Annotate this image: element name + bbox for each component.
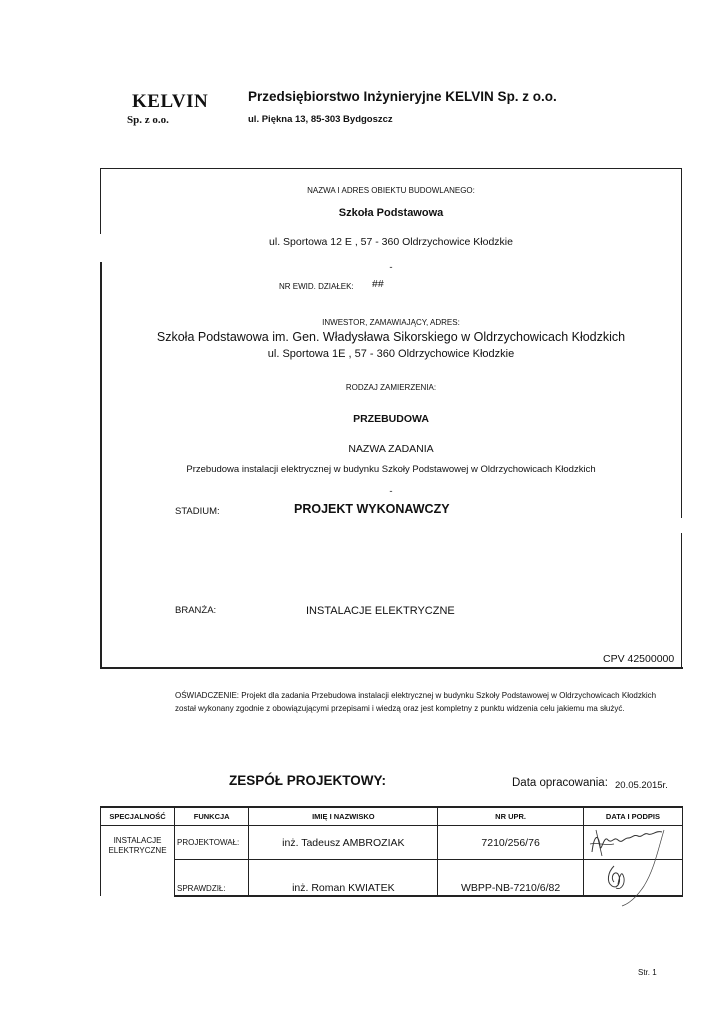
signature-cell [583,860,682,897]
investor-address: ul. Sportowa 1E , 57 - 360 Oldrzychowice Kłodzkie [267,348,515,360]
task-label: NAZWA ZADANIA [348,443,434,455]
object-dash: - [389,262,393,273]
investor-name: Szkoła Podstawowa im. Gen. Władysława Sikorskiego w Oldrzychowicach Kłodzkich [156,330,626,344]
column-header: DATA I PODPIS [583,807,682,826]
branch-value: INSTALACJE ELEKTRYCZNE [306,605,455,617]
team-table-header [101,807,683,826]
license-cell: 7210/256/76 [438,826,584,860]
function-cell: PROJEKTOWAŁ: [175,826,249,860]
column-header: NR UPR. [438,807,584,826]
company-logo-name: KELVIN [132,91,209,112]
declaration-text: OŚWIADCZENIE: Projekt dla zadania Przebudowa instalacji elektrycznej w budynku Szkoły Podstawowej w Oldrzychowicach Kłodzkich został wykonany zgodnie z obowiązującymi przepisami i wiedzą oraz jest kompletny z punktu widzenia celu jakiemu ma służyć. [175,691,657,713]
signature-image [584,860,680,894]
table-row [101,860,683,897]
name-cell: inż. Tadeusz AMBROZIAK [249,826,438,860]
name-cell: inż. Roman KWIATEK [249,860,438,897]
task-dash: - [389,486,393,497]
function-cell: SPRAWDZIŁ: [175,860,249,897]
parcel-label: NR EWID. DZIAŁEK: [279,282,354,291]
branch-label: BRANŻA: [175,605,217,616]
column-header: IMIĘ I NAZWISKO [249,807,438,826]
investor-label: INWESTOR, ZAMAWIAJĄCY, ADRES: [322,318,460,327]
column-header: FUNKCJA [175,807,249,826]
company-name: Przedsiębiorstwo Inżynieryjne KELVIN Sp. z o.o. [248,89,557,104]
work-type-label: RODZAJ ZAMIERZENIA: [345,383,437,392]
signature-cell [583,826,682,860]
table-row [101,826,683,860]
frame-top-border [100,168,682,169]
license-cell: WBPP-NB-7210/6/82 [438,860,584,897]
parcel-value: ## [372,278,384,290]
date-value: 20.05.2015r. [615,780,668,791]
team-title: ZESPÓŁ PROJEKTOWY: [229,773,387,788]
object-name: Szkoła Podstawowa [338,207,444,219]
object-label: NAZWA I ADRES OBIEKTU BUDOWLANEGO: [307,186,475,195]
cpv-code: CPV 42500000 [603,653,675,665]
stage-label: STADIUM: [175,506,220,517]
page-number: Str. 1 [638,968,657,977]
column-header: SPECJALNOŚĆ [101,807,175,826]
signature-image [584,826,680,858]
stage-value: PROJEKT WYKONAWCZY [294,502,450,516]
frame-right-border [681,533,682,668]
company-logo-sub: Sp. z o.o. [127,114,169,126]
frame-left-border [100,168,101,234]
work-type-value: PRZEBUDOWA [353,413,429,425]
object-address: ul. Sportowa 12 E , 57 - 360 Oldrzychowice Kłodzkie [269,236,513,248]
frame-bottom-border [100,667,683,669]
team-table [100,806,683,897]
specialty-cell: INSTALACJE ELEKTRYCZNE [101,826,175,897]
company-address: ul. Piękna 13, 85-303 Bydgoszcz [248,114,393,125]
task-value: Przebudowa instalacji elektrycznej w budynku Szkoły Podstawowej w Oldrzychowicach Kłodzkich [186,464,596,475]
date-label: Data opracowania: [512,777,608,789]
